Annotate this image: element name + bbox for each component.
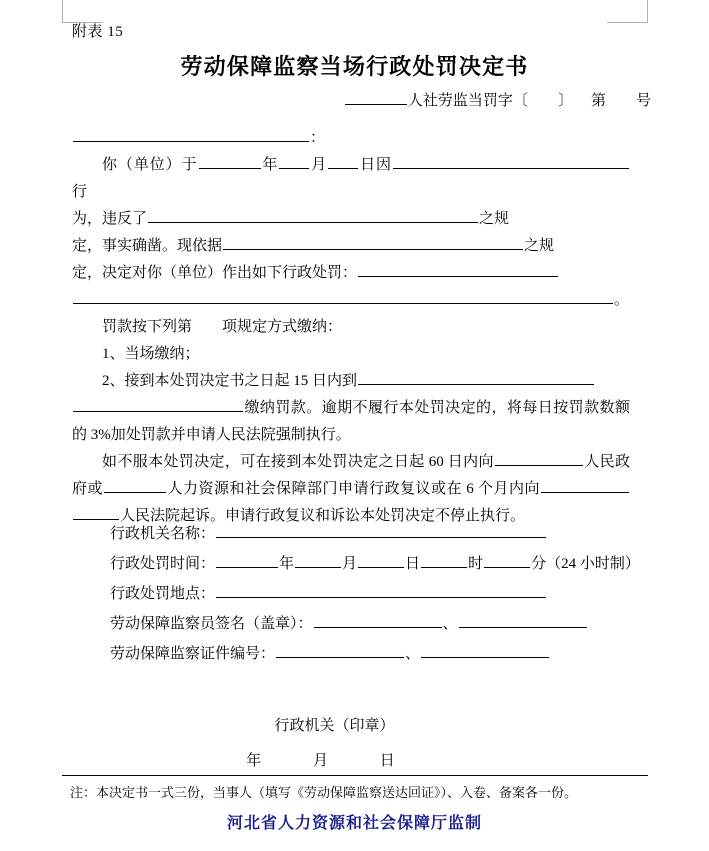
appeal-court-blank-1[interactable] [541,477,629,493]
violation-reason-blank[interactable] [393,153,629,169]
payment-location-blank-2[interactable] [73,396,243,412]
penalty-time-note: （24 小时制） [546,556,640,572]
penalty-decision-period: 。 [614,292,630,308]
penalty-decision-text: 定，决定对你（单位）作出如下行政处罚： [72,265,358,281]
doc-number-suffix-text: 人社劳监当罚字 [407,93,513,109]
appeal-paragraph [72,449,630,530]
penalty-time-month-blank[interactable] [295,552,341,568]
violation-text-a: 你（单位）于 [102,157,198,173]
attachment-label: 附表 15 [72,24,124,40]
inspector-signature-blank-2[interactable] [459,612,587,628]
violation-day-blank[interactable] [328,153,358,169]
seal-block [0,714,709,770]
recipient-colon: ： [310,130,326,146]
issuing-organ-seal-label: 行政机关（印章） [274,718,395,734]
organ-name-blank[interactable] [216,522,546,538]
doc-number-bracket-open: 〔 [512,93,528,109]
signature-fields [110,519,640,669]
penalty-decision-paragraph [72,260,630,287]
payment-head-text-a: 罚款按下列第 [102,319,193,335]
page-title: 劳动保障监察当场行政处罚决定书 [180,54,529,79]
payment-option-1: 1、当场缴纳； [102,346,200,362]
regulation-text-b: 之规 [479,211,510,227]
inspector-signature-label: 劳动保障监察员签名（盖章）： [110,616,313,632]
violation-day-char: 日因 [359,157,392,173]
payment-location-blank-1[interactable] [358,369,594,385]
penalty-time-hour-blank[interactable] [421,552,467,568]
field-row-penalty-time [110,549,640,579]
regulation-paragraph-2 [72,233,630,260]
inspector-certificate-label: 劳动保障监察证件编号： [110,646,276,662]
organ-name-label: 行政机关名称： [110,526,216,542]
appeal-text-d: 人民法院起诉。申请行政复议和诉讼本处罚决定不停止执行。 [120,508,526,524]
supervising-authority-stamp: 河北省人力资源和社会保障厅监制 [226,815,482,832]
footer-note: 注：本决定书一式三份，当事人（填写《劳动保障监察送达回证》）、入卷、备案各一份。 [70,785,578,800]
payment-option-2-text-a: 2、接到本处罚决定书之日起 15 日内到 [102,373,358,389]
violation-month-char: 月 [310,157,328,173]
inspector-certificate-separator: 、 [405,646,421,662]
appeal-government-blank[interactable] [495,450,583,466]
penalty-time-label: 行政处罚时间： [110,556,216,572]
penalty-time-year-blank[interactable] [216,552,278,568]
appeal-department-blank[interactable] [104,477,166,493]
violation-month-blank[interactable] [279,153,309,169]
crop-mark-top-right [607,0,648,23]
basis-text-a: 定，事实确凿。现依据 [72,238,223,254]
penalty-place-blank[interactable] [216,582,546,598]
penalty-time-month-char: 月 [342,556,358,572]
inspector-signature-separator: 、 [442,616,458,632]
recipient-line [72,126,325,147]
legal-basis-blank[interactable] [223,234,523,250]
payment-option-2-text-b: 缴纳罚款。逾期不履行本处罚决定的，将每日按罚款数额的 3%加处罚款并申请人民法院强制执行。 [72,400,630,443]
appeal-text-b: 人民政府或 [72,454,630,497]
inspector-certificate-blank-1[interactable] [276,642,404,658]
field-row-organ-name [110,519,630,549]
penalty-time-hour-char: 时 [468,556,484,572]
penalty-time-minute-char: 分 [531,556,547,572]
payment-option-2-cont [72,395,630,449]
document-body [72,152,630,530]
violation-paragraph [72,152,630,206]
penalty-time-year-char: 年 [279,556,295,572]
penalty-decision-paragraph-cont [72,287,630,314]
penalty-content-blank-2[interactable] [73,288,613,304]
payment-option-2 [72,368,630,395]
inspector-signature-blank-1[interactable] [314,612,442,628]
document-number-line [344,89,651,110]
basis-text-b: 之规 [524,238,555,254]
inspector-certificate-blank-2[interactable] [421,642,549,658]
penalty-time-day-char: 日 [405,556,421,572]
field-row-penalty-place [110,579,630,609]
regulation-text-a: 为，违反了 [72,211,148,227]
doc-number-bracket-close: 〕 [557,93,573,109]
doc-number-prefix-blank[interactable] [345,89,407,105]
penalty-content-blank-1[interactable] [358,261,558,277]
regulation-paragraph-1 [72,206,630,233]
violation-year-blank[interactable] [199,153,261,169]
footer-divider [62,775,648,776]
recipient-name-blank[interactable] [73,126,309,142]
issuing-date-label: 年 月 日 [246,753,419,769]
penalty-time-day-blank[interactable] [358,552,404,568]
violated-regulation-blank[interactable] [148,207,478,223]
violation-year-char: 年 [261,157,279,173]
doc-number-unit-char: 号 [635,93,651,109]
field-row-inspector-signature [110,609,630,639]
payment-head-text-b: 项规定方式缴纳： [222,319,343,335]
field-row-inspector-certificate [110,639,630,669]
appeal-text-a: 如不服本处罚决定，可在接到本处罚决定之日起 60 日内向 [102,454,494,470]
payment-method-heading [72,314,630,341]
appeal-text-c: 人力资源和社会保障部门申请行政复议或在 6 个月内向 [167,481,540,497]
penalty-place-label: 行政处罚地点： [110,586,216,602]
appeal-court-blank-2[interactable] [73,504,119,520]
penalty-time-minute-blank[interactable] [484,552,530,568]
doc-number-order-char: 第 [590,93,606,109]
violation-text-b: 行 [72,184,88,200]
